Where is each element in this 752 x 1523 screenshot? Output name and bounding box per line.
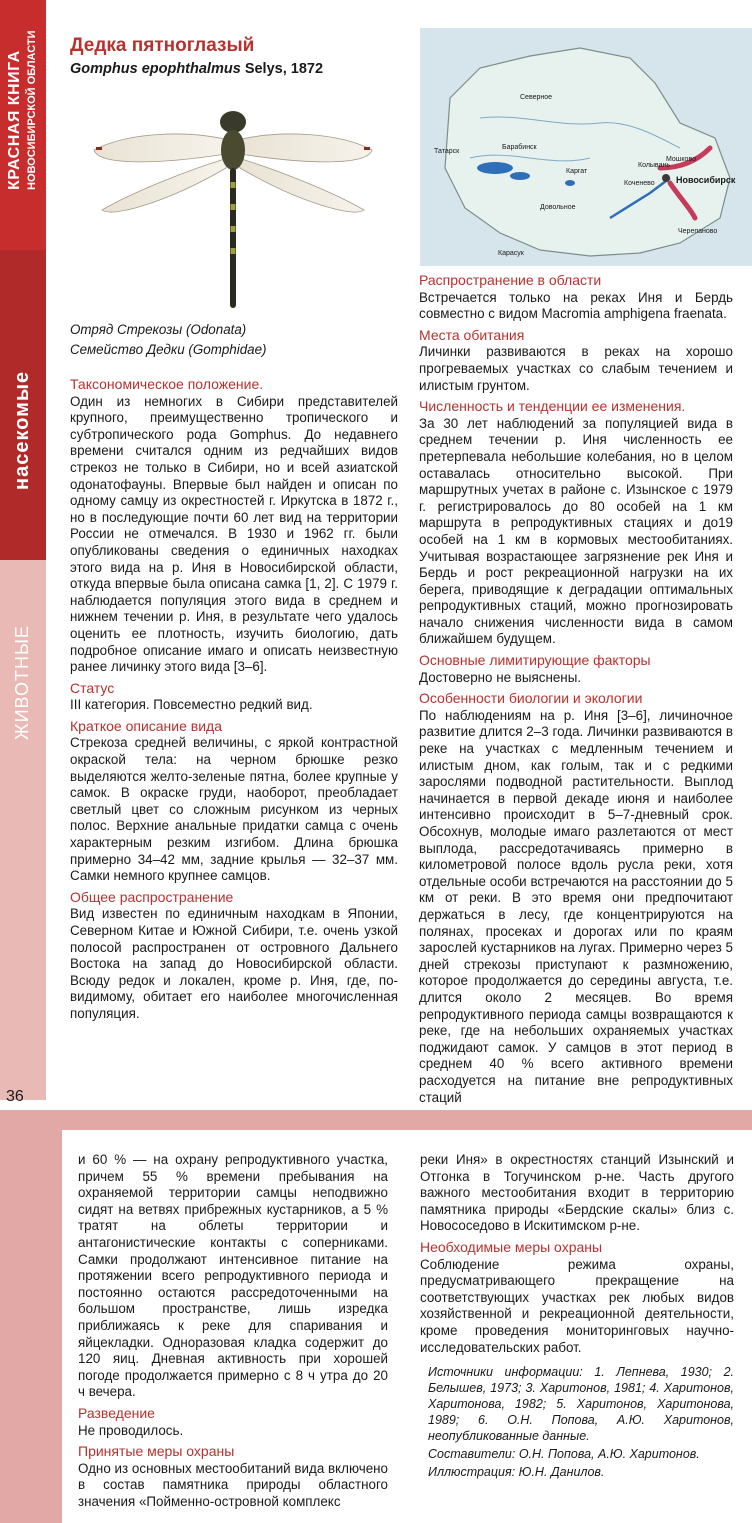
map-town-novosibirsk: Новосибирск [676,175,736,185]
heading-habitat: Места обитания [419,326,525,343]
heading-region-distribution: Распространение в области [419,272,602,288]
sources-box [420,1364,734,1480]
text-region-distribution: Встречается только на реках Иня и Бердь совместно с видом Macromia amphigena fraenata. [419,289,733,322]
family-label: Семейство Дедки (Gomphidae) [70,342,267,357]
heading-measures-taken: Принятые меры охраны [78,1443,235,1460]
map-town-moshkovo: Мошково [666,156,696,163]
map-town-tatarsk: Татарск [434,148,460,155]
heading-breeding: Разведение [78,1404,155,1421]
section-label: насекомые [11,370,33,490]
map-town-kochenevo: Коченево [624,180,655,187]
map-town-karasuk: Карасук [498,250,524,257]
book-title: КРАСНАЯ КНИГА [6,50,23,190]
heading-needed-measures: Необходимые меры охраны [420,1238,603,1255]
species-title: Дедка пятноглазый [70,35,255,56]
heading-general-distribution: Общее распространение [70,888,234,905]
heading-limits: Основные лимитирующие факторы [419,652,651,669]
distribution-map [420,28,752,266]
dragonfly-illustration [88,92,378,317]
text-limits: Достоверно не выяснены. [419,669,582,685]
heading-status: Статус [70,679,115,696]
heading-biology: Особенности биологии и экологии [419,690,643,707]
text-numbers: За 30 лет наблюдений за популяцией вида в среднем течении р. Иня численность ее претерпевала небольшие колебания, но в целом оставалась относительно высокой. При маршрутных учетах в районе с. Изынское с 1979 г. регистрировалось до 80 особей на 1 км маршрута в репродуктивных стациях и до19 особей на 1 км в кормовых местообитаниях. Учитывая возрастающее загрязнение рек Иня и Бердь и рост рекреационной нагрузки на их берега, приводящие к деградации оптимальных репродуктивных стаций, можно прогнозировать начало снижения численности вида в самом ближайшем будущем. [419,415,733,647]
right-column [419,268,733,1108]
heading-description: Краткое описание вида [70,717,222,734]
species-latin-name: Gomphus epophthalmus Selys, 1872 [70,61,324,77]
text-biology-continued: и 60 % — на охрану репродуктивного участка, причем 55 % времени пребывания на охраняемой территории самцы неподвижно сидят на ветвях прибрежных кустарников, а 5 % тратят на облеты территории и антагонистические контакты с соперниками. Самки продолжают интенсивное питание на протяжении всего репродуктивного периода и постоянно остаются рассредоточенными на большом пространстве, лишь изредка приближаясь к реке для спаривания и яйцекладки. Одноразовая кладка содержит до 120 яиц. Дневная активность при хорошей погоде продолжается примерно с 8 ч утра до 20 ч вечера. [78,1152,388,1400]
taxon-info [70,320,267,360]
text-breeding: Не проводилось. [78,1422,184,1438]
text-illustration: Иллюстрация: Ю.Н. Данилов. [428,1465,605,1480]
text-status: III категория. Повсеместно редкий вид. [70,697,313,713]
heading-numbers: Численность и тенденции ее изменения. [419,398,686,415]
text-habitat: Личинки развиваются в реках на хорошо прогреваемых участках со слабым течением и илистым грунтом. [419,344,733,393]
order-label: Отряд Стрекозы (Odonata) [70,322,247,337]
map-town-kargat: Каргат [566,168,588,175]
text-general-distribution: Вид известен по единичным находкам в Японии, Северном Китае и Южной Сибири, т.е. очень узкой полосой распространен от островного Дальнего Востока на запад до Новосибирской области. Всюду редок и локален, кроме р. Иня, где, по-видимому, обитает его наиболее многочисленная популяция. [70,906,398,1021]
bottom-left-column [78,1152,388,1512]
text-needed-measures: Соблюдение режима охраны, предусматривающего прекращение на соответствующих участках рек любых видов хозяйственной и рекреационной деятельности, кроме проведения мониторинговых научно-исследовательских работ. [420,1256,734,1355]
bottom-right-column [420,1152,734,1482]
map-town-barabinsk: Барабинск [502,144,537,151]
text-biology: По наблюдениям на р. Иня [3–6], личиночное развитие длится 2–3 года. Личинки развиваются в реке на участках с медленным течением и илистым дном, как голым, так и с редкими зарослями подводной растительности. Выплод начинается в первой декаде июня и наиболее интенсивно происходит в 5–7-дневный срок. Обсохнув, молодые имаго разлетаются от мест выплода, рассредотачиваясь примерно в километровой полосе вдоль русла реки, хотя отдельные особи встречаются на расстоянии до 5 км от реки. В это время они предпочитают держаться в лесу, где концентрируются на полянах, просеках и дорогах или по краям зарослей кустарников на лугах. Примерно через 5 дней стрекозы приступают к размножению, которое продолжается до середины августа, т.е. длится около 2 месяцев. Во время репродуктивного периода самцы возвращаются к реке, где на небольших охраняемых участках поджидают самок. У самцов в этот период в среднем 40 % всего активного времени расходуется на питание вне репродуктивных стаций [419,707,733,1105]
left-column [70,372,398,1025]
text-compilers: Составители: О.Н. Попова, А.Ю. Харитонов. [428,1447,700,1462]
map-town-cherepanovo: Черепаново [678,228,718,235]
heading-taxon: Таксономическое положение. [70,376,264,392]
map-town-kolyvan: Колывань [638,162,670,169]
text-description: Стрекоза средней величины, с яркой контрастной окраской тела: на черном брюшке резко выделяются желто-зеленые пятна, более крупные у самок. В окраске груди, наоборот, преобладает светлый цвет со сложным рисунком из черных полос. Верхние анальные придатки самца с очень характерным резким изгибом. Длина брюшка примерно 34–42 мм, задние крылья — 32–37 мм. Самки немного крупнее самцов. [70,735,398,884]
category-label: ЖИВОТНЫЕ [12,625,32,740]
text-measures-continued: реки Иня» в окрестностях станций Изынский и Отгонка в Тогучинском р-не. Часть другого важного местообитания входит в территорию памятника природы «Бердские скалы» близ с. Новососедово в Искитимском р-не. [420,1152,734,1234]
map-town-severnoe: Северное [520,94,553,101]
text-sources: Источники информации: 1. Лепнева, 1930; 2. Белышев, 1973; 3. Харитонов, 1981; 4. Харитонов, Харитонова, 1982; 5. Харитонов, Харитонова, 1989; 6. О.Н. Попова, А.Ю. Харитонов, неопубликованные данные. [428,1365,734,1444]
book-region: НОВОСИБИРСКОЙ ОБЛАСТИ [26,30,38,190]
map-town-dovolnoe: Довольное [540,204,576,211]
page-number: 36 [6,1088,24,1105]
text-taxon: Один из немногих в Сибири представителей крупного, преимущественно тропического и субтропического рода Gomphus. До недавнего времени считался одним из редчайших видов стрекоз не только в Сибири, но и всей азиатской одонатофауны. Впервые был найден и описан по одному самцу из окрестностей г. Иркутска в 1872 г., но в последующие почти 60 лет вид на территории России не отмечался. В 1930 и 1962 гг. были опубликованы сведения о единичных находках этого вида на р. Иня в Новосибирской области, откуда впервые была описана самка [1, 2]. С 1979 г. наблюдается популяция этого вида в среднем и нижнем течении р. Иня, в результате чего удалось оценить ее плотность, изучить биологию, дать подробное описание имаго и описать неизвестную ранее личинку этого вида [3–6]. [70,393,398,675]
text-measures-taken: Одно из основных местообитаний вида включено в состав памятника природы областного значения «Пойменно-островной комплекс [78,1460,388,1509]
